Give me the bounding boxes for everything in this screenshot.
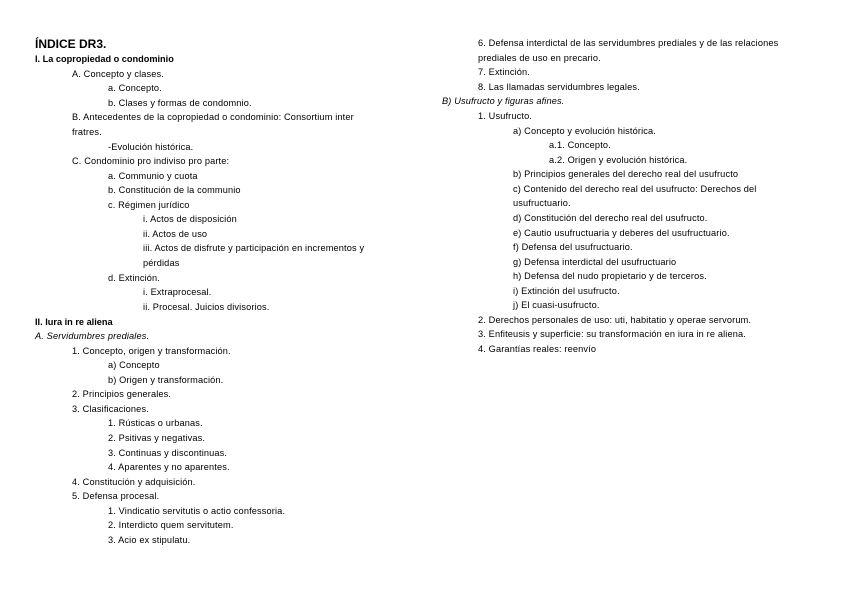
index-line: f) Defensa del usufructuario.: [513, 242, 633, 252]
index-line: h) Defensa del nudo propietario y de terceros.: [513, 271, 707, 281]
index-line: a. Communio y cuota: [108, 171, 198, 181]
index-line: a) Concepto: [108, 360, 160, 370]
index-line: 2. Psitivas y negativas.: [108, 433, 206, 443]
index-line: i. Actos de disposición: [143, 214, 237, 224]
index-line: 3. Clasificaciones.: [72, 404, 149, 414]
index-line: 3. Continuas y discontinuas.: [108, 448, 228, 458]
index-line: 4. Aparentes y no aparentes.: [108, 462, 230, 472]
subsection-heading: B) Usufructo y figuras afines.: [442, 96, 565, 106]
index-line: 8. Las llamadas servidumbres legales.: [478, 82, 640, 92]
index-line: pérdidas: [143, 258, 180, 268]
index-line: 4. Garantías reales: reenvío: [478, 344, 597, 354]
index-line: B. Antecedentes de la copropiedad o condominio: Consortium inter: [72, 112, 354, 122]
index-line: 2. Interdicto quem servitutem.: [108, 520, 234, 530]
index-line: 4. Constitución y adquisición.: [72, 477, 196, 487]
index-line: 7. Extinción.: [478, 67, 530, 77]
index-line: C. Condominio pro indiviso pro parte:: [72, 156, 230, 166]
index-line: 2. Derechos personales de uso: uti, habitatio y operae servorum.: [478, 315, 752, 325]
index-line: g) Defensa interdictal del usufructuario: [513, 257, 677, 267]
index-line: 2. Principios generales.: [72, 389, 172, 399]
index-line: iii. Actos de disfrute y participación en incrementos y: [143, 243, 365, 253]
index-line: prediales de uso en precario.: [478, 53, 601, 63]
index-line: i) Extinción del usufructo.: [513, 286, 620, 296]
index-line: 1. Vindicatio servitutis o actio confessoria.: [108, 506, 286, 516]
index-line: b. Constitución de la communio: [108, 185, 241, 195]
index-line: fratres.: [72, 127, 102, 137]
index-line: b) Origen y transformación.: [108, 375, 224, 385]
index-line: c) Contenido del derecho real del usufructo: Derechos del: [513, 184, 757, 194]
index-line: j) El cuasi-usufructo.: [513, 300, 600, 310]
index-line: A. Concepto y clases.: [72, 69, 165, 79]
index-line: a.2. Origen y evolución histórica.: [549, 155, 688, 165]
section-heading: I. La copropiedad o condominio: [35, 54, 174, 64]
index-line: b. Clases y formas de condomnio.: [108, 98, 252, 108]
index-line: usufructuario.: [513, 198, 571, 208]
index-line: ii. Procesal. Juicios divisorios.: [143, 302, 270, 312]
index-line: 3. Acio ex stipulatu.: [108, 535, 191, 545]
index-line: a) Concepto y evolución histórica.: [513, 126, 656, 136]
index-line: a. Concepto.: [108, 83, 162, 93]
index-line: a.1. Concepto.: [549, 140, 611, 150]
index-line: 6. Defensa interdictal de las servidumbres prediales y de las relaciones: [478, 38, 779, 48]
index-line: 1. Concepto, origen y transformación.: [72, 346, 231, 356]
index-line: 1. Rústicas o urbanas.: [108, 418, 203, 428]
index-line: 1. Usufructo.: [478, 111, 533, 121]
subsection-heading: A. Servidumbres prediales.: [35, 331, 150, 341]
index-line: c. Régimen jurídico: [108, 200, 190, 210]
index-line: 5. Defensa procesal.: [72, 491, 160, 501]
index-line: 3. Enfiteusis y superficie: su transformación en iura in re aliena.: [478, 329, 746, 339]
index-line: b) Principios generales del derecho real del usufructo: [513, 169, 739, 179]
index-line: d. Extinción.: [108, 273, 160, 283]
index-line: i. Extraprocesal.: [143, 287, 212, 297]
index-line: -Evolución histórica.: [108, 142, 194, 152]
index-line: ii. Actos de uso: [143, 229, 208, 239]
document-title: ÍNDICE DR3.: [35, 37, 107, 51]
section-heading: II. Iura in re aliena: [35, 317, 113, 327]
index-line: e) Cautio usufructuaria y deberes del usufructuario.: [513, 228, 730, 238]
index-line: d) Constitución del derecho real del usufructo.: [513, 213, 708, 223]
